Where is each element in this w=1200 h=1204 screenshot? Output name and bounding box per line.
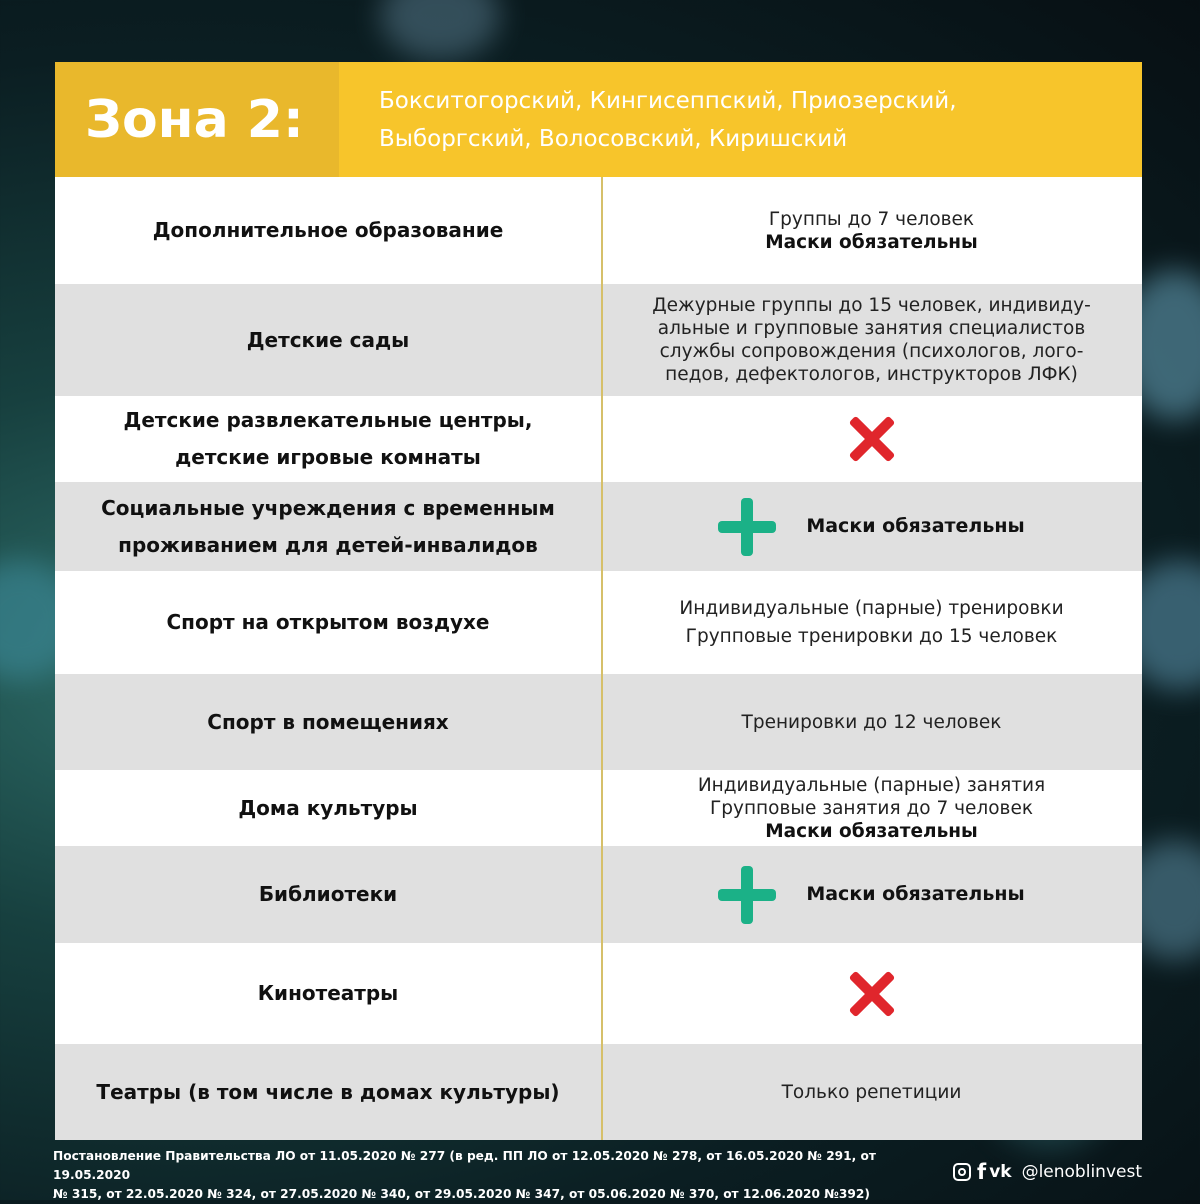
table-row	[55, 482, 1142, 571]
rule-text: службы сопровождения (психологов, лого-	[659, 341, 1084, 362]
facebook-icon[interactable]: f	[977, 1160, 987, 1184]
instagram-icon[interactable]	[953, 1163, 971, 1181]
category-label: Дома культуры	[238, 795, 418, 820]
cross-icon	[848, 415, 896, 463]
table-row	[55, 770, 1142, 846]
category-label: детские игровые комнаты	[175, 445, 481, 469]
zone-header	[55, 62, 1142, 177]
zone-label-cell	[55, 62, 339, 177]
social-links	[953, 1160, 1142, 1184]
category-label: Библиотеки	[258, 882, 398, 906]
plus-icon	[718, 866, 776, 924]
virus-decoration	[380, 0, 500, 60]
vk-icon[interactable]: vk	[989, 1162, 1012, 1182]
rule-text: педов, дефектологов, инструкторов ЛФК)	[665, 364, 1078, 385]
rule-mask-required: Маски обязательны	[765, 820, 978, 842]
category-label: Кинотеатры	[257, 981, 399, 1005]
table-row	[55, 674, 1142, 770]
legal-reference	[53, 1147, 953, 1204]
category-label: Детские развлекательные центры,	[123, 408, 533, 432]
category-cell	[55, 770, 601, 846]
category-cell	[55, 482, 601, 571]
rule-text: Только репетиции	[781, 1081, 962, 1103]
category-label: Социальные учреждения с временным	[101, 495, 555, 520]
category-cell	[55, 284, 601, 396]
rule-text: Групповые тренировки до 15 человек	[685, 625, 1058, 647]
table-row	[55, 1044, 1142, 1140]
rule-mask-required: Маски обязательны	[806, 883, 1025, 905]
category-label: Театры (в том числе в домах культуры)	[96, 1079, 560, 1104]
category-cell	[55, 674, 601, 770]
rule-mask-required: Маски обязательны	[806, 515, 1025, 537]
rule-cell	[601, 396, 1142, 482]
rule-cell	[601, 770, 1142, 846]
category-cell	[55, 1044, 601, 1140]
rule-cell	[601, 177, 1142, 284]
table-row	[55, 571, 1142, 674]
category-label: Дополнительное образование	[152, 218, 504, 242]
zone-table	[55, 62, 1142, 1140]
cross-icon	[848, 970, 896, 1018]
rule-text: Группы до 7 человек	[768, 208, 975, 230]
category-label: Детские сады	[246, 327, 410, 352]
table-row	[55, 943, 1142, 1044]
rule-cell	[601, 674, 1142, 770]
zone-title: Зона 2:	[85, 89, 304, 150]
category-cell	[55, 943, 601, 1044]
category-label: Спорт в помещениях	[207, 709, 449, 734]
rule-cell	[601, 1044, 1142, 1140]
category-cell	[55, 846, 601, 943]
legal-reference-line: Постановление Правительства ЛО от 11.05.2020 № 277 (в ред. ПП ЛО от 12.05.2020 № 278, от 16.05.2020 № 291, от 19.05.2020	[53, 1149, 876, 1182]
rule-text: Тренировки до 12 человек	[741, 711, 1002, 733]
rule-text: Индивидуальные (парные) занятия	[697, 774, 1046, 796]
rule-cell	[601, 846, 1142, 943]
rule-cell	[601, 571, 1142, 674]
table-row	[55, 177, 1142, 284]
rule-mask-required: Маски обязательны	[765, 231, 978, 253]
rule-cell	[601, 943, 1142, 1044]
rule-cell	[601, 482, 1142, 571]
table-row	[55, 284, 1142, 396]
table-row	[55, 846, 1142, 943]
districts-list	[339, 62, 1142, 177]
districts-line: Бокситогорский, Кингисеппский, Приозерский,	[379, 87, 957, 114]
table-row	[55, 396, 1142, 482]
category-label: Спорт на открытом воздухе	[166, 610, 490, 634]
category-cell	[55, 177, 601, 284]
rule-text: Дежурные группы до 15 человек, индивиду-	[652, 295, 1091, 316]
legal-reference-line: № 315, от 22.05.2020 № 324, от 27.05.2020 № 340, от 29.05.2020 № 347, от 05.06.2020 № 370, от 12.06.2020 №392)	[53, 1187, 870, 1201]
rule-text: Групповые занятия до 7 человек	[709, 797, 1034, 819]
rule-text: Индивидуальные (парные) тренировки	[679, 597, 1064, 619]
rule-cell	[601, 284, 1142, 396]
category-label: проживанием для детей-инвалидов	[118, 532, 538, 557]
social-handle: @lenoblinvest	[1021, 1162, 1142, 1182]
category-cell	[55, 396, 601, 482]
rule-text: альные и групповые занятия специалистов	[657, 318, 1086, 339]
plus-icon	[718, 498, 776, 556]
category-cell	[55, 571, 601, 674]
districts-line: Выборгский, Волосовский, Киришский	[379, 125, 848, 152]
